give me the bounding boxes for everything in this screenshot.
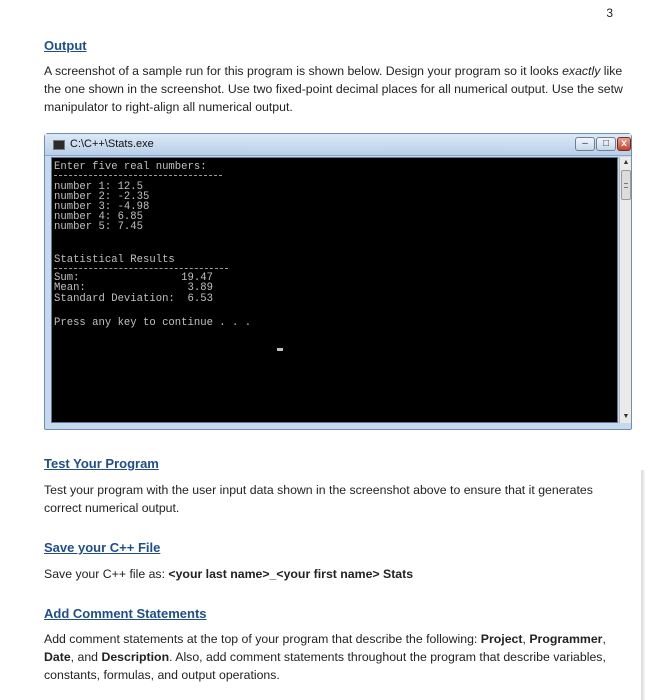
sum-line: Sum: 19.47 (54, 272, 213, 284)
page-edge-shadow (641, 470, 645, 700)
prompt-underline (54, 175, 222, 176)
prompt-line: Enter five real numbers: (54, 161, 207, 173)
results-heading: Statistical Results (54, 254, 175, 266)
grip-icon (624, 183, 628, 188)
number-line-3: number 3: -4.98 (54, 201, 150, 213)
number-line-4: number 4: 6.85 (54, 211, 144, 223)
close-button[interactable]: x (617, 137, 631, 151)
scroll-up-arrow-icon[interactable]: ▲ (622, 159, 630, 166)
mean-line: Mean: 3.89 (54, 282, 213, 294)
page-number: 3 (606, 6, 613, 20)
save-paragraph: Save your C++ file as: <your last name>_<your first name> Stats (44, 567, 414, 581)
comment-heading: Add Comment Statements (44, 606, 207, 621)
console-output (51, 157, 618, 423)
number-line-2: number 2: -2.35 (54, 191, 150, 203)
save-heading: Save your C++ File (44, 540, 161, 555)
test-paragraph: Test your program with the user input data shown in the screenshot above to ensure that it generates correct numerical output. (44, 483, 593, 515)
output-heading: Output (44, 38, 87, 53)
window-titlebar (45, 134, 631, 156)
maximize-button[interactable]: □ (596, 137, 616, 151)
stddev-line: Standard Deviation: 6.53 (54, 293, 213, 305)
continue-line: Press any key to continue . . . (54, 317, 252, 329)
console-app-icon (53, 140, 65, 150)
scroll-thumb[interactable] (621, 170, 631, 200)
minimize-button[interactable]: – (575, 137, 595, 151)
comment-paragraph: Add comment statements at the top of your program that describe the following: Project, Programmer, Date, and Description. Also, add comment statements throughout the program that describe variables, constants, formulas, and output operations. (44, 632, 606, 682)
window-title: C:\C++\Stats.exe (70, 138, 154, 150)
console-window (44, 133, 632, 430)
vertical-scrollbar[interactable] (619, 157, 631, 423)
results-underline (54, 268, 228, 269)
output-paragraph: A screenshot of a sample run for this program is shown below. Design your program so it looks exactly like the one shown in the screenshot. Use two fixed-point decimal places for all numerical output. Use the setw manipulator to right-align all numerical output. (44, 64, 623, 114)
scroll-down-arrow-icon[interactable]: ▼ (622, 413, 630, 420)
number-line-1: number 1: 12.5 (54, 181, 144, 193)
text-cursor (277, 348, 283, 351)
number-line-5: number 5: 7.45 (54, 221, 144, 233)
test-heading: Test Your Program (44, 456, 159, 471)
